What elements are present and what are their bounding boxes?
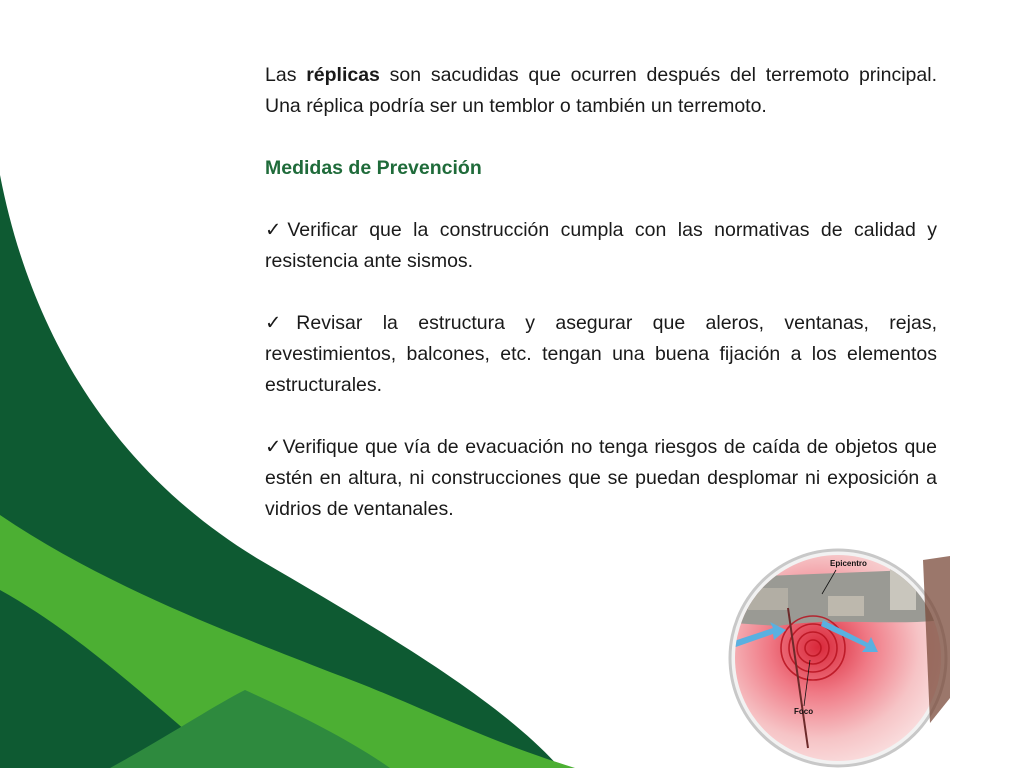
prevention-heading: Medidas de Prevención (265, 157, 482, 179)
intro-bold-term: réplicas (306, 64, 380, 86)
bullet-text: Verifique que vía de evacuación no tenga riesgos de caída de objetos que estén en altura, ni construcciones que se puedan desplomar ni exposición a vidrios de ventanales. (265, 436, 937, 520)
checkmark-icon: ✓ (265, 436, 283, 458)
bullet-text: Verificar que la construcción cumpla con las normativas de calidad y resistencia ante sismos. (265, 219, 937, 272)
building-icon (828, 596, 864, 616)
bullet-item (265, 308, 937, 401)
bullet-item (265, 432, 937, 525)
slide-text-body (265, 60, 937, 525)
checkmark-icon: ✓ (265, 312, 297, 334)
foco-label: Foco (794, 707, 814, 716)
bullet-item (265, 215, 937, 277)
intro-prefix: Las (265, 64, 307, 86)
earthquake-diagram-illustration (718, 548, 958, 768)
bullet-text: Revisar la estructura y asegurar que aleros, ventanas, rejas, revestimientos, balcones, etc. tengan una buena fijación a los elementos estructurales. (265, 312, 937, 396)
checkmark-icon: ✓ (265, 219, 288, 241)
intro-rest: son sacudidas que ocurren después del terremoto principal. Una réplica podría ser un temblor o también un terremoto. (265, 64, 937, 117)
intro-paragraph (265, 60, 937, 122)
epicentro-label: Epicentro (830, 559, 867, 568)
